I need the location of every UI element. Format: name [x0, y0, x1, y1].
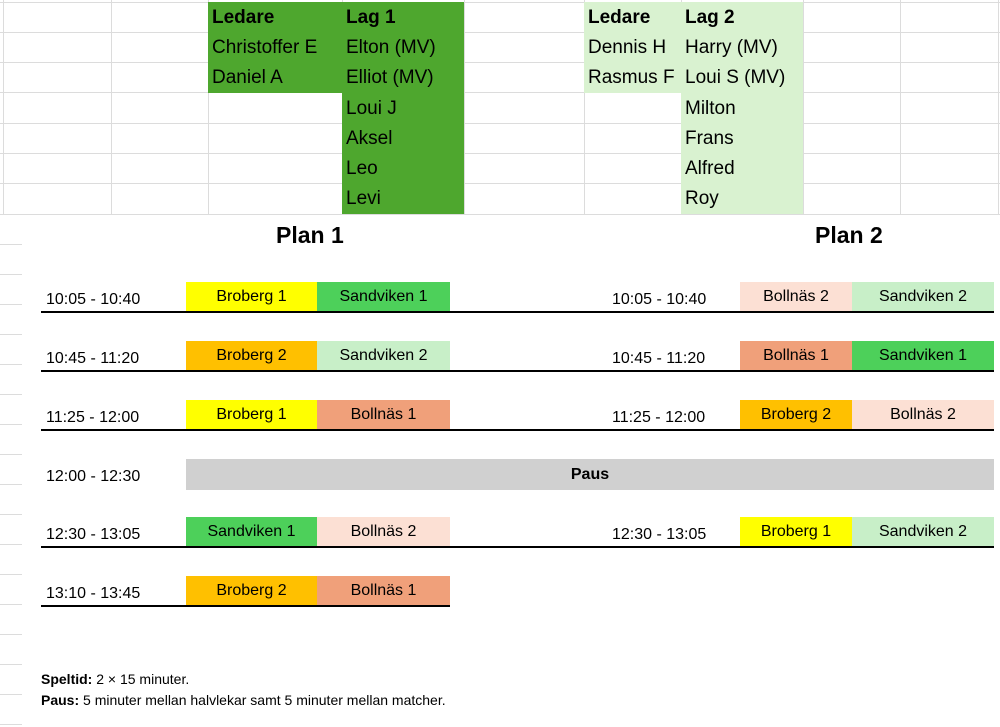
plan2-row-line: [450, 311, 994, 313]
speltid-note: [41, 669, 446, 690]
team1-player: Loui J: [346, 98, 397, 119]
plan1-home-team: Broberg 2: [186, 576, 317, 605]
team2-player: Frans: [685, 128, 734, 149]
plan2-away-team: Bollnäs 2: [852, 400, 994, 429]
team1-leaders-header: Ledare: [212, 7, 275, 28]
team2-player: Alfred: [685, 158, 735, 179]
plan1-home-team: Broberg 2: [186, 341, 317, 370]
team2-leaders-header: Ledare: [588, 7, 651, 28]
plan2-home-team: Bollnäs 1: [740, 341, 852, 370]
plan2-away-team: Sandviken 1: [852, 341, 994, 370]
plan1-time: 12:30 - 13:05: [46, 526, 141, 543]
speltid-text: 2 × 15 minuter.: [92, 671, 190, 687]
plan1-time: 11:25 - 12:00: [46, 409, 140, 426]
speltid-label: Speltid:: [41, 671, 93, 687]
team2-leader: Dennis H: [588, 37, 667, 58]
team2-player: Milton: [685, 98, 736, 119]
plan1-away-team: Sandviken 1: [317, 282, 450, 311]
plan2-away-team: Sandviken 2: [852, 517, 994, 546]
plan1-time: 10:05 - 10:40: [46, 291, 141, 308]
plan2-home-team: Broberg 1: [740, 517, 852, 546]
plan2-time: 10:45 - 11:20: [612, 350, 706, 367]
plan1-time: 12:00 - 12:30: [46, 468, 141, 485]
team1-player: Levi: [346, 188, 381, 209]
team1-leader: Daniel A: [212, 67, 283, 88]
plan1-row-line: [41, 605, 450, 607]
plan2-home-team: Bollnäs 2: [740, 282, 852, 311]
team2-player: Harry (MV): [685, 37, 778, 58]
plan2-away-team: Sandviken 2: [852, 282, 994, 311]
plan1-away-team: Bollnäs 2: [317, 517, 450, 546]
paus-note: [41, 690, 446, 711]
team2-leader: Rasmus F: [588, 67, 675, 88]
team1-player: Elton (MV): [346, 37, 436, 58]
plan2-row-line: [450, 370, 994, 372]
team1-leader: Christoffer E: [212, 37, 318, 58]
plan2-row-line: [450, 429, 994, 431]
plan1-row-line: [41, 546, 450, 548]
plan2-time: 12:30 - 13:05: [612, 526, 707, 543]
plan2-row-line: [450, 546, 994, 548]
plan1-time: 10:45 - 11:20: [46, 350, 140, 367]
team1-players-header: Lag 1: [346, 7, 396, 28]
plan1-title: Plan 1: [276, 222, 344, 248]
plan1-home-team: Broberg 1: [186, 400, 317, 429]
team2-player: Loui S (MV): [685, 67, 786, 88]
plan1-away-team: Bollnäs 1: [317, 400, 450, 429]
plan1-row-line: [41, 429, 450, 431]
team1-player: Elliot (MV): [346, 67, 434, 88]
plan1-row-line: [41, 311, 450, 313]
plan1-away-team: Bollnäs 1: [317, 576, 450, 605]
team1-player: Aksel: [346, 128, 393, 149]
plan2-time: 11:25 - 12:00: [612, 409, 706, 426]
paus-label: Paus:: [41, 692, 80, 708]
plan2-home-team: Broberg 2: [740, 400, 852, 429]
plan2-time: 10:05 - 10:40: [612, 291, 707, 308]
paus-text: 5 minuter mellan halvlekar samt 5 minuter mellan matcher.: [79, 692, 446, 708]
plan1-home-team: Broberg 1: [186, 282, 317, 311]
pause-bar: Paus: [186, 459, 994, 490]
team1-player: Leo: [346, 158, 378, 179]
plan1-time: 13:10 - 13:45: [46, 585, 141, 602]
plan2-title: Plan 2: [815, 222, 883, 248]
team2-player: Roy: [685, 188, 719, 209]
notes: [41, 669, 446, 711]
plan1-row-line: [41, 370, 450, 372]
team2-players-header: Lag 2: [685, 7, 735, 28]
plan1-away-team: Sandviken 2: [317, 341, 450, 370]
plan1-home-team: Sandviken 1: [186, 517, 317, 546]
